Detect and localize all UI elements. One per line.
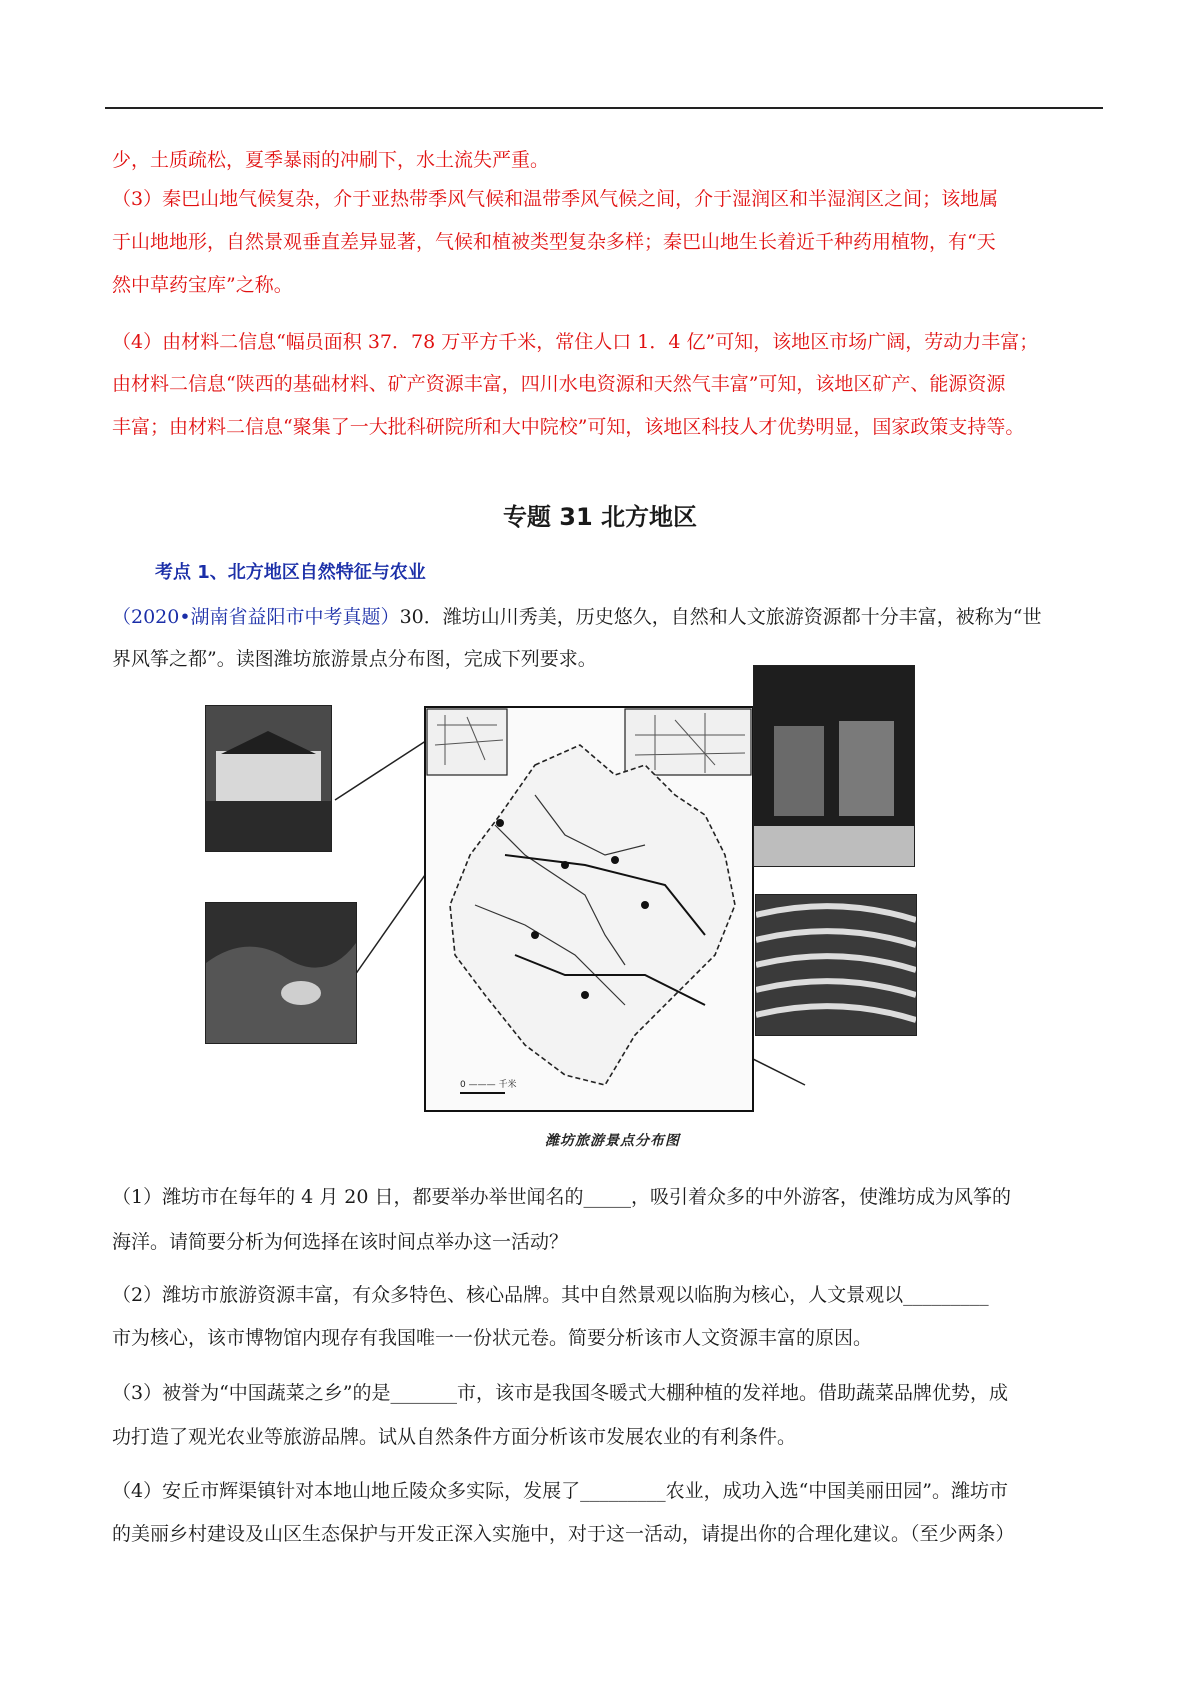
sub-question-4-line2: 的美丽乡村建设及山区生态保护与开发正深入实施中，对于这一活动，请提出你的合理化建议。（至少两条）: [112, 1523, 1015, 1545]
sub-question-3-line1: （3）被誉为“中国蔬菜之乡”的是_______市，该市是我国冬暖式大棚种植的发祥地。借助蔬菜品牌优势，成: [112, 1382, 1009, 1404]
leader-line-1: [335, 735, 435, 800]
question-source: （2020•湖南省益阳市中考真题）: [112, 606, 400, 628]
spot-6: [581, 991, 589, 999]
spot-4: [641, 901, 649, 909]
scale-bar-label: 0 ——— 千米: [460, 1080, 517, 1090]
forest-photo-art: [206, 903, 356, 1043]
room-photo: [753, 665, 915, 867]
terrace-photo-art: [756, 895, 916, 1035]
question-stem-line1: 30．潍坊山川秀美，历史悠久，自然和人文旅游资源都十分丰富，被称为“世: [399, 606, 1042, 628]
answer-line-4: 然中草药宝库”之称。: [112, 274, 293, 296]
spot-5: [531, 931, 539, 939]
palace-photo: [205, 705, 332, 852]
question-stem-line2: 界风筝之都”。读图潍坊旅游景点分布图，完成下列要求。: [112, 648, 597, 670]
forest-photo: [205, 902, 357, 1044]
answer-line-6: 由材料二信息“陕西的基础材料、矿产资源丰富，四川水电资源和天然气丰富”可知，该地区矿产、能源资源: [112, 373, 1006, 395]
spot-2: [561, 861, 569, 869]
sub-question-2-line1: （2）潍坊市旅游资源丰富，有众多特色、核心品牌。其中自然景观以临朐为核心，人文景观以_________: [112, 1284, 989, 1306]
answer-line-7: 丰富；由材料二信息“聚集了一大批科研院所和大中院校”可知，该地区科技人才优势明显，国家政策支持等。: [112, 416, 1025, 438]
spot-3: [611, 856, 619, 864]
sub-question-3-line2: 功打造了观光农业等旅游品牌。试从自然条件方面分析该市发展农业的有利条件。: [112, 1426, 797, 1448]
kaodian-heading: 考点 1、北方地区自然特征与农业: [155, 562, 426, 583]
question-stem: [112, 600, 1102, 634]
topic-title: 专题 31 北方地区: [502, 503, 698, 531]
answer-line-5: （4）由材料二信息“幅员面积 37．78 万平方千米，常住人口 1．4 亿”可知，该地区市场广阔，劳动力丰富；: [112, 331, 1039, 353]
terrace-photo: [755, 894, 917, 1036]
answer-line-1: 少，土质疏松，夏季暴雨的冲刷下，水土流失严重。: [112, 149, 550, 171]
inset-map-left: [427, 709, 507, 775]
sub-question-4-line1: （4）安丘市辉渠镇针对本地山地丘陵众多实际，发展了_________农业，成功入选“中国美丽田园”。潍坊市: [112, 1480, 1009, 1502]
sub-question-1-line2: 海洋。请简要分析为何选择在该时间点举办这一活动？: [112, 1231, 569, 1253]
sub-question-1-line1: （1）潍坊市在每年的 4 月 20 日，都要举办举世闻名的_____，吸引着众多的中外游客，使潍坊成为风筝的: [112, 1186, 1012, 1208]
spot-1: [496, 819, 504, 827]
figure-caption: 潍坊旅游景点分布图: [545, 1133, 680, 1149]
header-rule: [105, 107, 1103, 109]
weifang-map-figure: [205, 705, 995, 1165]
inset-map-right: [625, 709, 751, 775]
answer-line-3: 于山地地形，自然景观垂直差异显著，气候和植被类型复杂多样；秦巴山地生长着近千种药用植物，有“天: [112, 231, 996, 253]
answer-line-2: （3）秦巴山地气候复杂，介于亚热带季风气候和温带季风气候之间，介于湿润区和半湿润区之间；该地属: [112, 188, 999, 210]
room-photo-art: [754, 666, 914, 866]
sub-question-2-line2: 市为核心，该市博物馆内现存有我国唯一一份状元卷。简要分析该市人文资源丰富的原因。: [112, 1327, 873, 1349]
palace-photo-art: [206, 706, 331, 851]
